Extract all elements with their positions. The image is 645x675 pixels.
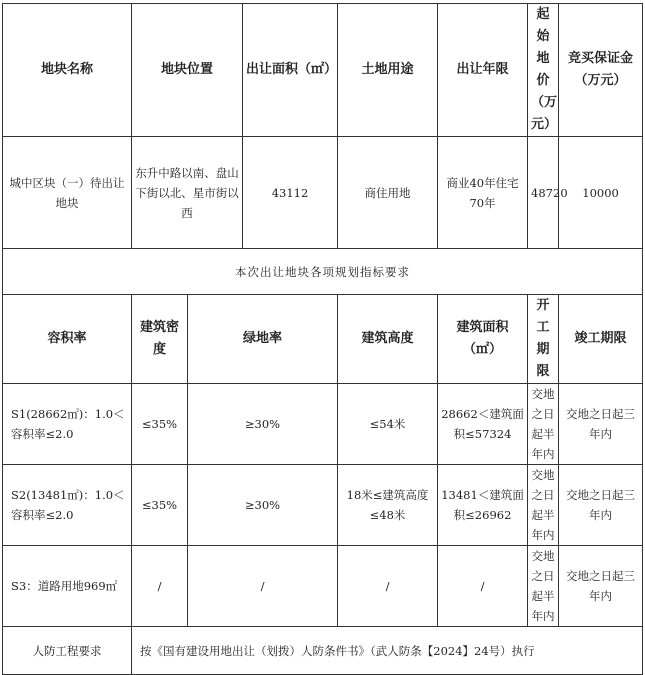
plan-green: / xyxy=(188,546,338,627)
plan-header-far: 容积率 xyxy=(3,295,132,384)
plan-header-height: 建筑高度 xyxy=(338,295,438,384)
parcel-name: 城中区块（一）待出让地块 xyxy=(3,137,132,249)
parcel-term: 商业40年住宅70年 xyxy=(438,137,528,249)
plan-header-start: 开工期限 xyxy=(528,295,559,384)
plan-far: S2(13481㎡)：1.0＜容积率≤2.0 xyxy=(3,465,132,546)
plan-header-row xyxy=(3,295,643,384)
plan-far: S1(28662㎡)：1.0＜容积率≤2.0 xyxy=(3,384,132,465)
civil-defense-text: 按《国有建设用地出让（划拨）人防条件书》（武人防条【2024】24号）执行 xyxy=(132,627,643,675)
plan-start: 交地之日起半年内 xyxy=(528,384,559,465)
header-parcel-name: 地块名称 xyxy=(3,4,132,137)
header-deposit: 竞买保证金（万元） xyxy=(559,4,643,137)
parcel-location: 东升中路以南、盘山下街以北、星市街以西 xyxy=(132,137,243,249)
header-land-use: 土地用途 xyxy=(338,4,438,137)
parcel-row xyxy=(3,137,643,249)
header-parcel-location: 地块位置 xyxy=(132,4,243,137)
plan-finish: 交地之日起三年内 xyxy=(559,384,643,465)
land-auction-table xyxy=(2,3,643,675)
plan-height: / xyxy=(338,546,438,627)
plan-finish: 交地之日起三年内 xyxy=(559,546,643,627)
plan-row xyxy=(3,546,643,627)
civil-defense-row xyxy=(3,627,643,675)
header-transfer-area: 出让面积（㎡） xyxy=(243,4,338,137)
header-start-price: 起始地价（万元） xyxy=(528,4,559,137)
parcel-start-price: 48720 xyxy=(528,137,559,249)
plan-green: ≥30% xyxy=(188,465,338,546)
plan-header-green: 绿地率 xyxy=(188,295,338,384)
section-row xyxy=(3,249,643,295)
plan-row xyxy=(3,465,643,546)
plan-floor-area: 28662＜建筑面积≤57324 xyxy=(438,384,528,465)
plan-green: ≥30% xyxy=(188,384,338,465)
parcel-deposit: 10000 xyxy=(559,137,643,249)
table-header-row xyxy=(3,4,643,137)
plan-height: 18米≤建筑高度≤48米 xyxy=(338,465,438,546)
plan-header-finish: 竣工期限 xyxy=(559,295,643,384)
header-transfer-term: 出让年限 xyxy=(438,4,528,137)
plan-header-density: 建筑密度 xyxy=(132,295,188,384)
plan-far: S3：道路用地969㎡ xyxy=(3,546,132,627)
plan-start: 交地之日起半年内 xyxy=(528,465,559,546)
plan-floor-area: / xyxy=(438,546,528,627)
plan-header-floor-area: 建筑面积（㎡） xyxy=(438,295,528,384)
plan-density: ≤35% xyxy=(132,465,188,546)
parcel-use: 商住用地 xyxy=(338,137,438,249)
civil-defense-label: 人防工程要求 xyxy=(3,627,132,675)
section-title: 本次出让地块各项规划指标要求 xyxy=(3,249,643,295)
plan-start: 交地之日起半年内 xyxy=(528,546,559,627)
plan-finish: 交地之日起三年内 xyxy=(559,465,643,546)
plan-density: / xyxy=(132,546,188,627)
plan-floor-area: 13481＜建筑面积≤26962 xyxy=(438,465,528,546)
plan-density: ≤35% xyxy=(132,384,188,465)
plan-height: ≤54米 xyxy=(338,384,438,465)
plan-row xyxy=(3,384,643,465)
parcel-area: 43112 xyxy=(243,137,338,249)
